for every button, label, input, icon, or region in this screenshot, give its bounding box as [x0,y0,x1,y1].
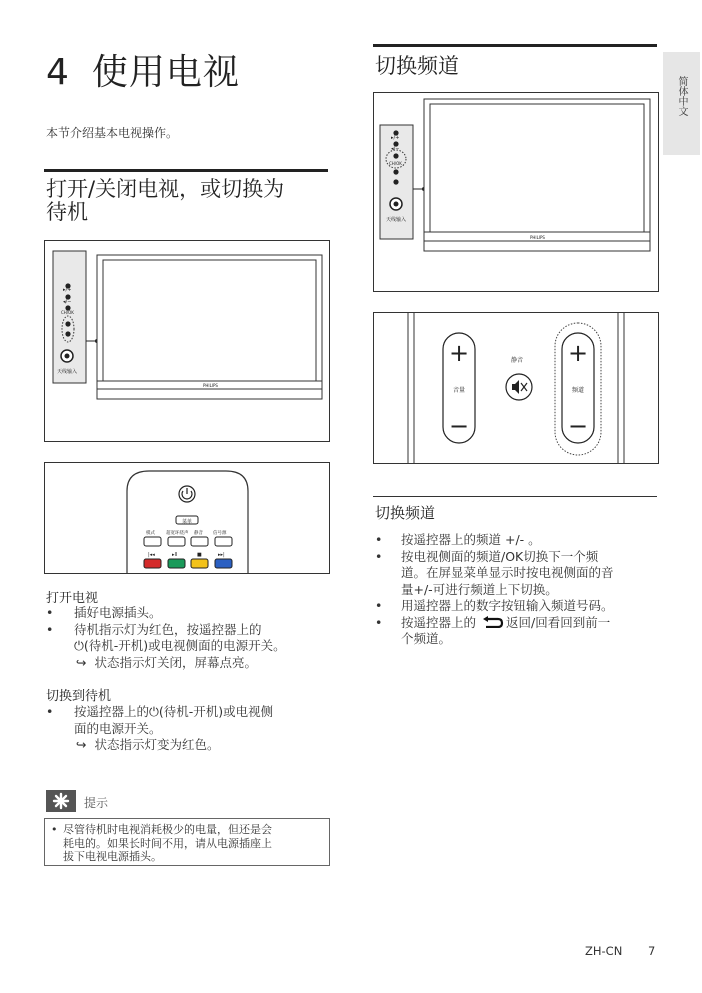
tv-illustration-right [373,92,659,292]
bullet: • [375,532,383,547]
result-arrow-icon: ↪ [76,654,87,670]
section-heading-line1: 打开/关闭电视，或切换为 [46,177,285,201]
svg-text:◂/−: ◂/− [391,146,400,152]
bullet: • [46,704,54,719]
list-item [46,622,336,672]
page-number: 7 [648,944,656,958]
bullet: • [46,605,54,620]
standby-step-1-line2: 面的电源开关。 [74,720,162,736]
turn-on-step-1: 插好电源插头。 [74,605,162,620]
channel-step-1: 按遥控器上的频道 +/- 。 [401,532,541,547]
chapter-intro: 本节介绍基本电视操作。 [46,126,179,140]
list-item [375,549,665,599]
standby-heading: 切换到待机 [46,689,112,704]
channel-sub-heading: 切换频道 [375,504,436,522]
back-icon [482,616,504,628]
svg-text:▸II: ▸II [172,552,178,558]
svg-text:▸/+: ▸/+ [391,135,400,141]
remote-illustration [44,462,330,574]
turn-on-heading: 打开电视 [46,591,99,606]
channel-step-4a: 按遥控器上的 [401,614,477,630]
remote-illustration-svg [45,463,329,573]
channel-step-2-line1: 按电视侧面的频道/OK切换下一个频 [401,548,599,564]
svg-text:菜单: 菜单 [182,519,193,525]
svg-text:−: − [448,412,470,440]
sub-rule-right [373,496,657,497]
bullet: • [375,548,383,564]
footer-lang: ZH-CN [585,944,623,958]
tip-line1: 尽管待机时电视消耗极少的电量，但还是会 [63,823,272,836]
language-tab [663,52,700,155]
turn-on-step-2-line1: 待机指示灯为红色，按遥控器上的 [74,621,262,637]
svg-text:PHILIPS: PHILIPS [203,383,218,388]
power-icon: ⏻ [149,704,159,719]
chapter-number: 4 [46,52,70,93]
turn-on-result: 状态指示灯关闭，屏幕点亮。 [94,654,257,670]
svg-text:静音: 静音 [510,357,524,364]
svg-text:−: − [567,412,589,440]
channel-step-2-line3: 量+/-可进行频道上下切换。 [401,581,558,597]
bullet: • [51,823,58,836]
antenna-label: 天线输入 [57,369,78,375]
section-rule-left [44,169,328,172]
svg-text:频道: 频道 [571,387,585,394]
svg-text:|◂◂: |◂◂ [148,552,155,558]
list-item [46,704,336,754]
svg-text:■: ■ [197,552,202,558]
tip-box [44,818,330,866]
tv-illustration-svg [45,241,329,441]
list-item [375,532,665,549]
svg-text:模式: 模式 [146,531,155,536]
tv-illustration [44,240,330,442]
channel-step-3: 用遥控器上的数字按钮输入频道号码。 [401,598,614,613]
svg-text:CH/OK: CH/OK [61,310,74,315]
bullet: • [375,598,383,613]
standby-list [46,704,336,754]
tip-line2: 耗电的。如果长时间不用，请从电源插座上 [63,836,272,850]
chapter-title-text: 使用电视 [91,52,240,93]
language-tab-label: 简体中文 [676,76,687,116]
section-heading-power [46,178,284,224]
svg-text:+: + [448,339,470,367]
svg-text:信号源: 信号源 [213,531,227,536]
list-item [375,598,665,615]
section-heading-channel: 切换频道 [375,54,459,78]
tip-icon [46,790,76,812]
svg-text:天线输入: 天线输入 [386,217,407,223]
tip-text [63,823,331,864]
side-control-panel [373,312,659,464]
side-control-panel-svg [374,313,658,463]
channel-step-4-line2: 个频道。 [401,631,452,646]
chapter-title [46,44,240,95]
result-arrow-icon: ↪ [76,737,87,752]
standby-result: 状态指示灯变为红色。 [94,737,220,752]
svg-text:▸/+: ▸/+ [63,287,72,293]
svg-text:PHILIPS: PHILIPS [530,235,545,240]
turn-on-step-2-line2: (待机-开机)或电视侧面的电源开关。 [83,638,286,653]
svg-text:音量: 音量 [452,387,466,394]
list-item [46,605,336,622]
tv-illustration-right-svg [374,93,658,291]
standby-step-1a: 按遥控器上的 [74,704,150,719]
bullet: • [46,621,54,637]
tip-line3: 拔下电视电源插头。 [63,850,162,864]
section-rule-right [373,44,657,47]
svg-text:+: + [567,339,589,367]
standby-step-1b: (待机-开机)或电视侧 [158,704,274,719]
svg-text:▸▸|: ▸▸| [218,552,225,558]
svg-text:静音: 静音 [194,531,203,536]
list-item [375,615,665,648]
svg-text:CH/OK: CH/OK [389,161,402,166]
channel-step-2-line2: 道。在屏显菜单显示时按电视侧面的音 [401,565,614,580]
svg-text:超宽环绕声: 超宽环绕声 [166,531,189,536]
bullet: • [375,614,383,630]
svg-text:◂/−: ◂/− [63,299,72,305]
tip-label: 提示 [84,796,109,810]
turn-on-list [46,605,336,671]
channel-step-4b: 返回/回看回到前一 [506,614,611,630]
power-icon: ⏻ [74,638,84,653]
section-heading-line2: 待机 [46,200,88,224]
channel-list [375,532,665,648]
